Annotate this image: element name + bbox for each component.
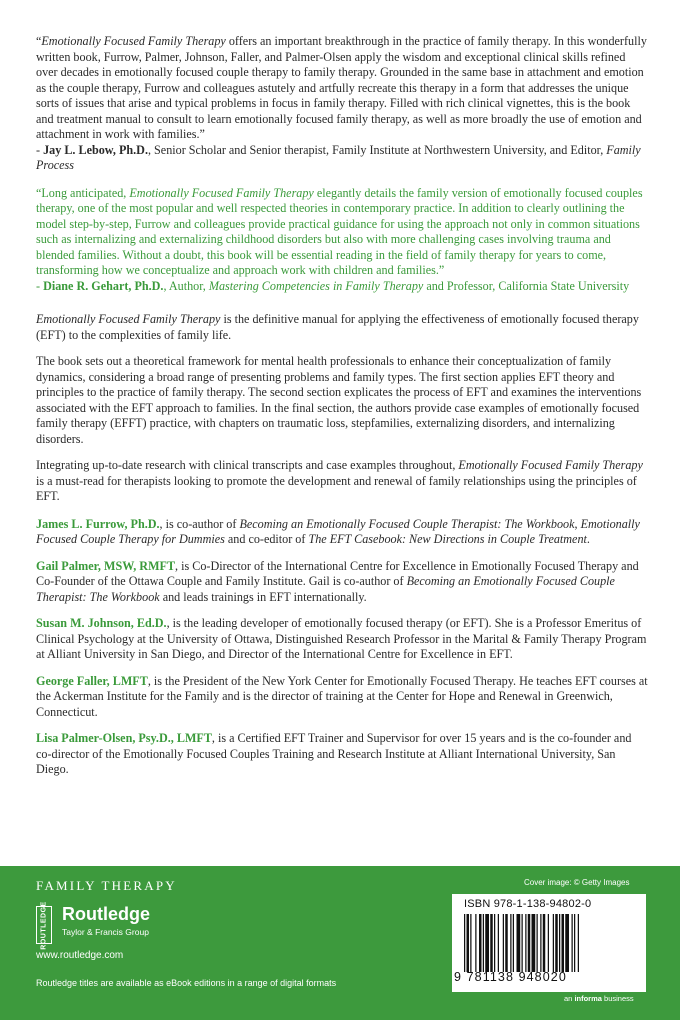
bio-palmer: Gail Palmer, MSW, RMFT, is Co-Director of the International Centre for Excellence in Emotionally Focused Therapy and Co-Founder of the Ottawa Couple and Family Institute. Gail is co-author of Becoming an Emotionally Focused Couple Therapist: The Workbook and leads trainings in EFT internationally. — [36, 558, 639, 604]
barcode-digits: 9 781138 948020 — [454, 970, 567, 984]
bio-furrow: James L. Furrow, Ph.D., is co-author of Becoming an Emotionally Focused Couple Therapist: The Workbook, Emotionally Focused Couple Therapy for Dummies and co-editor of The EFT Casebook: New Directions in Couple Treatment. — [36, 516, 640, 546]
barcode-bar — [522, 914, 523, 972]
barcode-bar — [479, 914, 482, 972]
barcode-bar — [548, 914, 549, 972]
barcode-bar — [532, 914, 536, 972]
informa-business-note: an informa business — [564, 994, 634, 1003]
logo-wordmark: Routledge — [62, 904, 150, 924]
barcode-bar — [498, 914, 499, 972]
barcode-bar — [503, 914, 504, 972]
routledge-logo — [36, 900, 236, 950]
quote-text: “Emotionally Focused Family Therapy offers an important breakthrough in the practice of family therapy. In this wonderfully written book, Furrow, Palmer, Johnson, Faller, and Palmer-Olsen apply the wisdom and exceptional clinical skills refined over decades in emotionally focused couple therapy to family therapy. Grounded in the same base in attachment and emotion as the couple therapy, Furrow and colleagues astutely and artfully recreate this therapy in a form that addresses the unique sorts of issues that arise and typical problems in focus in family therapy. Filled with rich clinical vignettes, this is the book and treatment manual to consult to learn emotionally focused family therapy, as well as more broadly the use of emotion and attachment in work with families.” — [36, 34, 647, 141]
barcode-bar — [470, 914, 471, 972]
quote-attribution: - Jay L. Lebow, Ph.D., Senior Scholar and Senior therapist, Family Institute at Northwestern University, and Editor, Family Process — [36, 142, 641, 172]
barcode-bar — [467, 914, 470, 972]
book-description — [36, 312, 648, 505]
barcode-bar — [513, 914, 514, 972]
quote-text: “Long anticipated, Emotionally Focused Family Therapy elegantly details the family version of emotionally focused couples therapy, one of the most popular and well respected theories in contemporary practice. In addition to clearly outlining the model step-by-step, Furrow and colleagues provide practical guidance for using the approach not only in common situations such as internalizing and externalizing childhood disorders but also with more challenging cases involving trauma and blended families. Without a doubt, this book will be essential reading in the field of family therapy for years to come, transforming how we conceptualize and approach work with children and families.” — [36, 185, 643, 277]
quote-author: Diane R. Gehart, Ph.D. — [43, 278, 164, 293]
bio-name: Gail Palmer, MSW, RMFT — [36, 558, 176, 573]
barcode — [462, 914, 636, 972]
barcode-bar — [483, 914, 484, 972]
description-paragraph-2: The book sets out a theoretical framework for mental health professionals to enhance their conceptualization of family dynamics, considering a broad range of presenting problems and family types. The first section applies EFT theory and principles to the practice of family therapy. The second section explicates the process of EFT and examines the interventions associated with the EFT approach to families. In the final section, the authors provide case examples of emotionally focused family therapy (EFFT) practice, with chapters on traumatic loss, stepfamilies, externalizing disorders, and internalizing disorders. — [36, 354, 642, 446]
quote-book-title: Emotionally Focused Family Therapy — [41, 34, 226, 48]
publisher-website: www.routledge.com — [36, 950, 124, 961]
bio-johnson: Susan M. Johnson, Ed.D., is the leading developer of emotionally focused therapy (or EFT). She is a Professor Emeritus of Clinical Psychology at the University of Ottawa, Distinguished Research Professor in the Marital & Family Therapy Program at Alliant University in San Diego, and Director of the International Centre for Excellence in EFT. — [36, 616, 647, 661]
bio-name: George Faller, LMFT — [36, 673, 148, 688]
barcode-bar — [543, 914, 546, 972]
barcode-bar — [475, 914, 476, 972]
barcode-bar — [574, 914, 575, 972]
barcode-bar — [578, 914, 579, 972]
barcode-bar — [559, 914, 560, 972]
barcode-bar — [510, 914, 511, 972]
quote-attribution: - Diane R. Gehart, Ph.D., Author, Mastering Competencies in Family Therapy and Professor, California State University — [36, 278, 630, 293]
barcode-bar — [555, 914, 558, 972]
barcode-bar — [562, 914, 565, 972]
quote-book-title: Emotionally Focused Family Therapy — [129, 185, 314, 200]
description-paragraph-1: Emotionally Focused Family Therapy is the definitive manual for applying the effectiveness of emotionally focused therapy (EFT) to the complexities of family life. — [36, 312, 639, 342]
bio-faller: George Faller, LMFT, is the President of the New York Center for Emotionally Focused Therapy. He teaches EFT courses at the Ackerman Institute for the Family and is the director of training at the Center for Hope and Renewal in Greenwich, Connecticut. — [36, 673, 648, 719]
logo-emblem: ROUTLEDGE — [36, 906, 52, 944]
publisher-footer — [0, 866, 680, 1020]
description-paragraph-3: Integrating up-to-date research with clinical transcripts and case examples throughout, Emotionally Focused Family Therapy is a must-read for therapists looking to promote the development and renewal of family relationships using the principles of EFT. — [36, 458, 643, 503]
barcode-bar — [490, 914, 493, 972]
bio-name: James L. Furrow, Ph.D. — [36, 516, 160, 531]
isbn-number: ISBN 978-1-138-94802-0 — [464, 898, 592, 910]
barcode-bar — [517, 914, 521, 972]
logo-subtitle: Taylor & Francis Group — [62, 927, 149, 937]
author-bios — [36, 517, 648, 778]
series-label: FAMILY THERAPY — [36, 878, 177, 893]
bio-name: Lisa Palmer-Olsen, Psy.D., LMFT — [36, 731, 212, 745]
endorsement-gehart — [36, 186, 648, 295]
bio-palmer-olsen: Lisa Palmer-Olsen, Psy.D., LMFT, is a Certified EFT Trainer and Supervisor for over 15 years and is the co-founder and co-director of the Emotionally Focused Couples Training and Research Institute at Alliant International University, San Diego. — [36, 731, 632, 776]
barcode-bar — [485, 914, 489, 972]
barcode-bar — [572, 914, 573, 972]
barcode-bar — [553, 914, 554, 972]
endorsement-lebow — [36, 34, 648, 174]
bio-name: Susan M. Johnson, Ed.D. — [36, 616, 167, 630]
barcode-bar — [505, 914, 508, 972]
ebook-note: Routledge titles are available as eBook editions in a range of digital formats — [36, 978, 337, 988]
cover-image-credit: Cover image: © Getty Images — [524, 878, 630, 887]
barcode-bar — [540, 914, 541, 972]
isbn-barcode-box — [452, 894, 646, 992]
barcode-bar — [525, 914, 526, 972]
cover-text — [36, 34, 648, 789]
barcode-bar — [528, 914, 531, 972]
barcode-bar — [494, 914, 495, 972]
quote-author: Jay L. Lebow, Ph.D. — [43, 142, 148, 157]
barcode-bar — [464, 914, 465, 972]
barcode-bar — [537, 914, 538, 972]
barcode-bar — [565, 914, 569, 972]
